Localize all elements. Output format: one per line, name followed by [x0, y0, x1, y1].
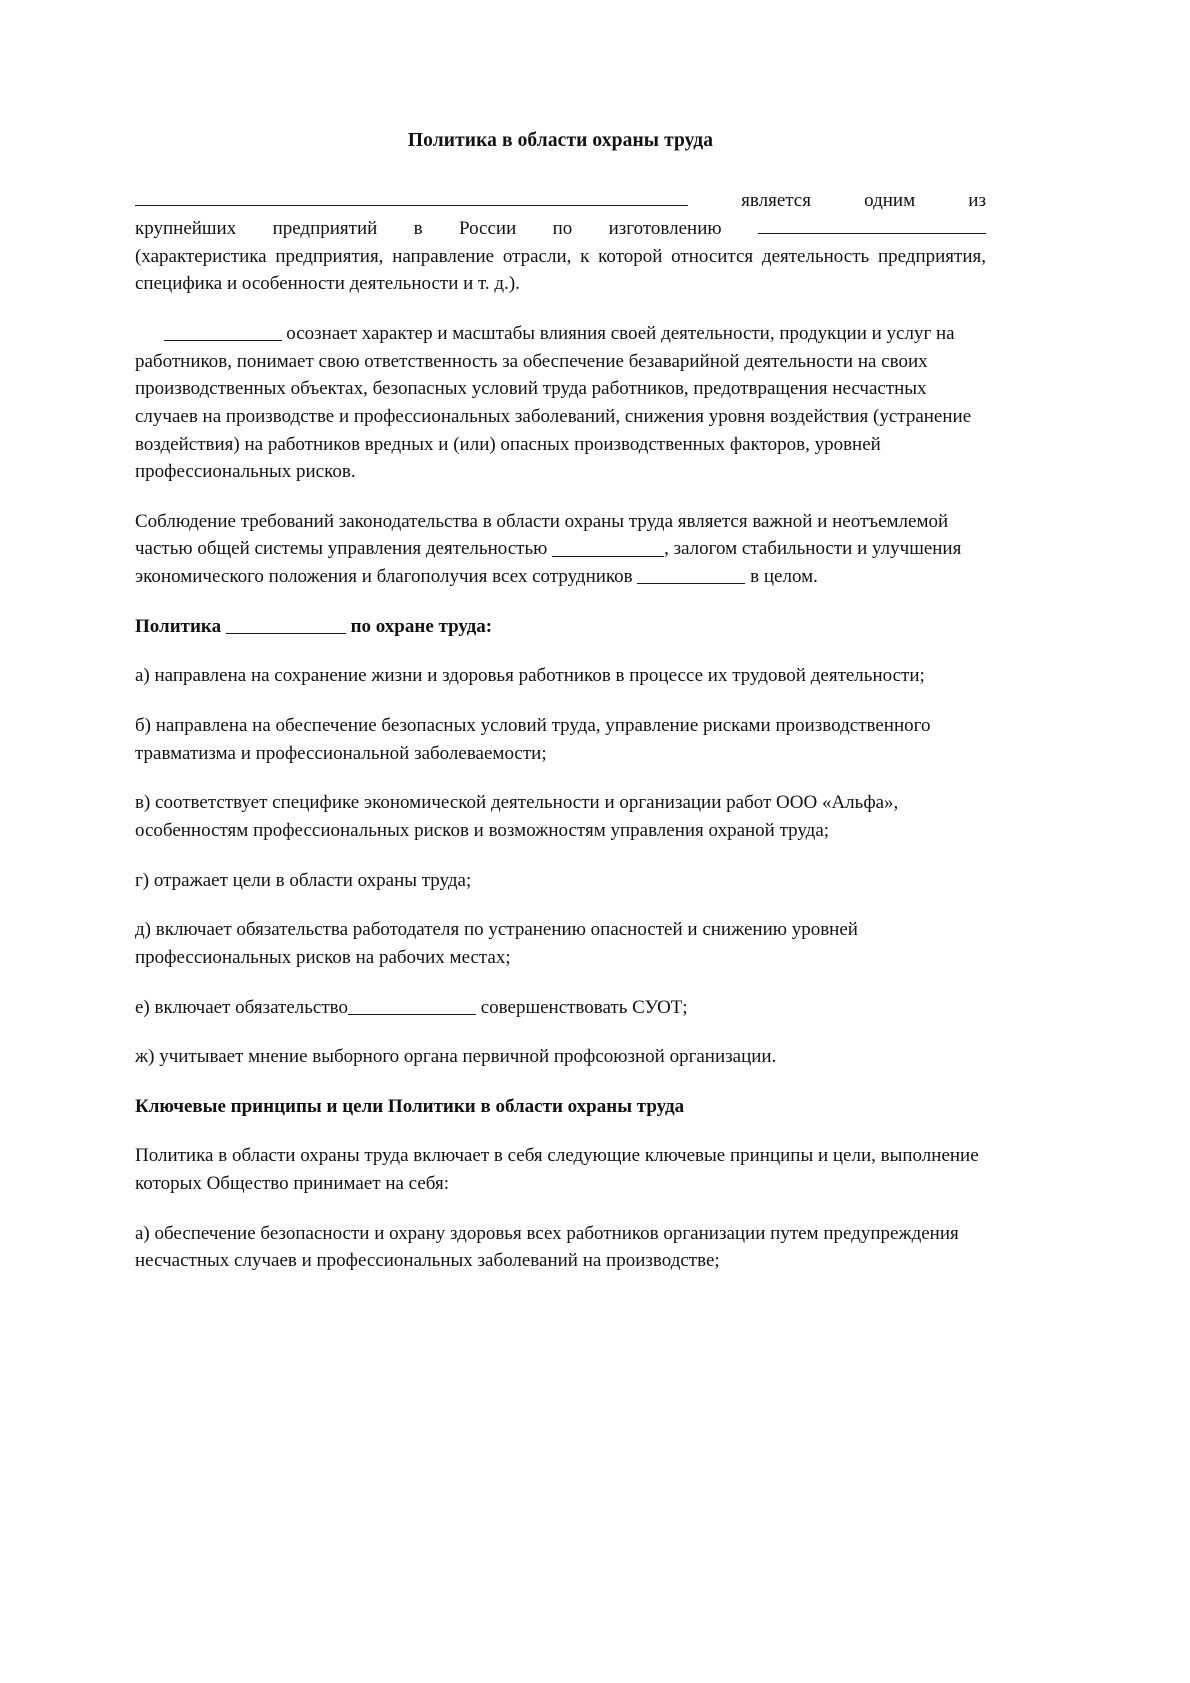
heading-key-principles: Ключевые принципы и цели Политики в области охраны труда: [135, 1095, 685, 1117]
company-name-blank-4[interactable]: [637, 565, 745, 584]
compliance-text-part2: , залогом стабильности и улучшения экономического положения и благополучия всех сотрудников: [135, 538, 962, 588]
paragraph-awareness: [135, 320, 986, 486]
heading-policy-prefix: Политика: [135, 615, 226, 637]
intro-word-krupneyshikh: крупнейших: [135, 218, 237, 240]
paragraph-compliance: [135, 508, 986, 591]
intro-word-po: по: [552, 218, 573, 240]
intro-word-izgotovleniyu: изготовлению: [608, 218, 722, 240]
awareness-text: осознает характер и масштабы влияния своей деятельности, продукции и услуг на работников, понимает свою ответственность за обеспечение безаварийной деятельности на своих производственных объектах, безопасных условий труда работников, предотвращения несчастных случаев на производстве и профессиональных заболеваний, снижения уровня воздействия (устранение воздействия) на работников вредных и (или) опасных производственных факторов, уровней профессиональных рисков.: [135, 323, 972, 483]
principle-item-a: а) обеспечение безопасности и охрану здоровья всех работников организации путем предупреждения несчастных случаев и профессиональных заболеваний на производстве;: [135, 1222, 959, 1272]
list-item-b: б) направлена на обеспечение безопасных условий труда, управление рисками производственного травматизма и профессиональной заболеваемости;: [135, 715, 931, 764]
intro-word-yavlyaetsya: является: [741, 190, 811, 212]
list-item-a: а) направлена на сохранение жизни и здоровья работников в процессе их трудовой деятельности;: [135, 665, 925, 687]
page-title: Политика в области охраны труда: [407, 130, 714, 151]
company-name-blank-3[interactable]: [552, 538, 664, 557]
list-item-v: в) соответствует специфике экономической деятельности и организации работ ООО «Альфа», особенностям профессиональных рисков и возможностям управления охраной труда;: [135, 792, 899, 841]
heading-policy-suffix: по охране труда:: [345, 615, 493, 637]
list-item-d: д) включает обязательства работодателя по устранению опасностей и снижению уровней профессиональных рисков на рабочих местах;: [135, 919, 858, 968]
intro-word-odnim: одним: [864, 190, 916, 212]
intro-word-v: в: [413, 218, 423, 240]
paragraph-principles-intro: Политика в области охраны труда включает в себя следующие ключевые принципы и цели, выполнение которых Общество принимает на себя:: [135, 1145, 979, 1195]
list-item-g: г) отражает цели в области охраны труда;: [135, 869, 472, 891]
list-item-e-suffix: совершенствовать СУОТ;: [475, 996, 688, 1018]
intro-first-line: [135, 187, 986, 215]
company-name-blank-5[interactable]: [226, 615, 346, 634]
list-item-e-prefix: е) включает обязательство: [135, 996, 348, 1018]
company-name-blank-6[interactable]: [348, 996, 476, 1015]
compliance-text-part3: в целом.: [745, 566, 818, 588]
heading-policy-labor-safety: [135, 613, 986, 641]
compliance-text-part1: Соблюдение требований законодательства в области охраны труда является важной и неотъемлемой частью общей системы управления деятельностью: [135, 510, 949, 560]
product-type-blank[interactable]: [758, 215, 986, 234]
intro-second-line: [135, 215, 986, 243]
intro-remainder: (характеристика предприятия, направление отрасли, к которой относится деятельность предприятия, специфика и особенности деятельности и т. д.).: [135, 245, 986, 295]
list-item-zh: ж) учитывает мнение выборного органа первичной профсоюзной организации.: [135, 1046, 777, 1068]
intro-word-iz: из: [968, 190, 986, 212]
leading-indent: [135, 323, 164, 344]
intro-word-predpriyatiy: предприятий: [272, 218, 378, 240]
company-name-blank-1[interactable]: [135, 187, 688, 206]
intro-word-rossii: России: [458, 218, 517, 240]
paragraph-intro: [135, 187, 986, 298]
list-item-e: [135, 994, 986, 1022]
document-body: [135, 128, 986, 1297]
company-name-blank-2[interactable]: [164, 322, 282, 341]
